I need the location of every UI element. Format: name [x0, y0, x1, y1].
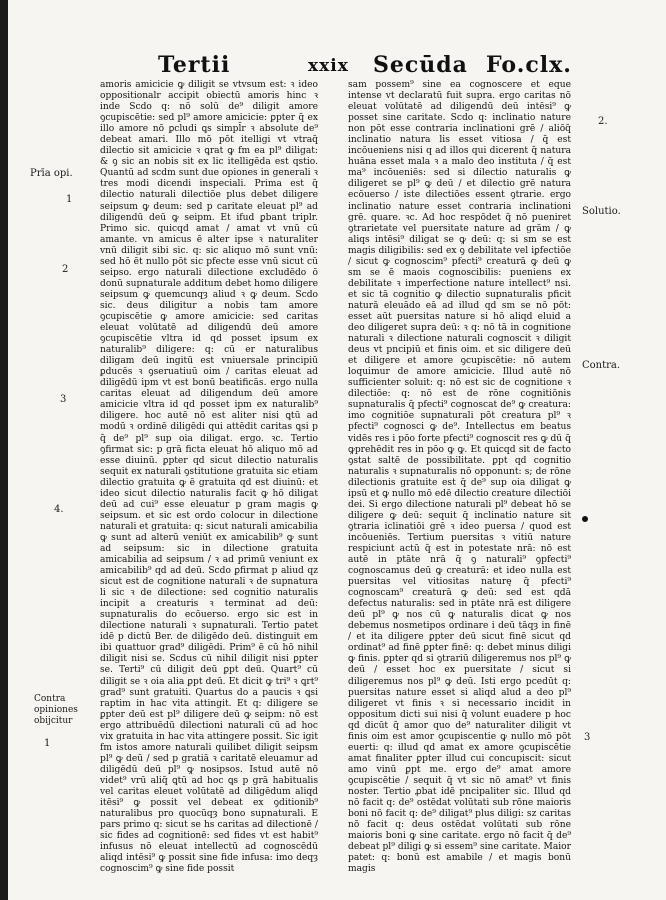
margin-bullet-dot [582, 516, 588, 522]
margin-number-3: 3 [60, 394, 67, 405]
folio-number: Fo.clx. [486, 52, 572, 78]
margin-number-2: 2 [62, 264, 69, 275]
margin-number-right-2: 2. [598, 116, 608, 127]
margin-number-1: 1 [66, 194, 73, 205]
margin-note-solutio: Solutio. [582, 206, 621, 217]
right-text-column [348, 80, 571, 875]
left-text-column [100, 80, 318, 875]
running-head-left: Tertii [158, 52, 231, 78]
right-column-text: sam possem⁹ sine ea cognoscere et eque intense vt declaratū fuit supra. ergo caritas nō eleuat volūtatē ad diligendū deū intēsi⁹ ꝙ posset sine caritate. Scdo q: inclinatio nature non pōt esse contraria inclinationi grē / aliōq̄ inclinatio natura lis esset vitiosa / q̄ est incōueniens nisi q ad illos qui dicerent q̄ natura huāna esset mala ꝛ a malo deo instituta / q̄ est ma⁹ incōueniēs: sed si dilectio naturalis ꝙ diligeret se pl⁹ ꝙ deū / et dilectio grē natura ecōuerso / iste dilectiōes essent ꝯtrarie. ergo inclinatio nature esset contraria inclinationi grē. quare. ꝛc. Ad hoc respōdet q̄ nō pueniret ꝯtrarietate vel puersitate nature ad grām / ꝙ aliqs intēsi⁹ diligat se ꝙ deū: q: si sm se est magis diligibilis: sed ex ꝯ debilitate vel iꝑfectiōe / sicut ꝙ cognoscim⁹ pfecti⁹ creaturā ꝙ deū ꝙ sm se ē maois cognoscibilis: pueniens ex debilitate ꝛ imperfectione nature intellect⁹ nsi. et sic tā cognitio ꝙ dilectio supnaturalis pficit naturā eleuādo eā ad illud qd sm se nō pōt: esset aūt puersitas nature si hō aliqd eluid a deo diligeret supra deū: ꝛ q: nō tā in cognitione naturali ꝛ dilectione naturali cognoscit ꝛ diligit deus vt pncipiū et finis oim. et sic diligere deū et diligere et amore ꝯcupiscētie: nō autem loquimur de amore amicicie. Illud autē nō sufficienter soluit: q: nō est sic de cognitione ꝛ dilectiōe: q: nō est de rōne cognitiōnis supnaturalis q̄ pfecti⁹ cognoscat de⁹ ꝙ creatura: imo cognitiōe supnaturali pōt creatura pl⁹ ꝛ pfecti⁹ cognosci ꝙ de⁹. Intellectus em beatus vidēs res i pōo forte pfecti⁹ cognoscit res ꝙ dū q̄ ꝙprehēdit res in pōo ꝙ ꝙ. Et quicqd sit de facto ꝯstat saltē de possibilitate. ꝑpt qd cognitio naturalis ꝛ supnaturalis nō opponunt: s; de rōne dilectionis gratuite est q̄ de⁹ sup oia diligat ꝙ ipsū et ꝙ nullo mō edē dilectio creature dilectiōi dei. Si ergo dilectione naturali pl⁹ debeat hō se diligere ꝙ deū: sequit q̄ inclinatio nature sit ꝯtraria iclinatiōi grē ꝛ ideo puersa / quod est incōueniēs. Tertium puersitas ꝛ vitiū nature respiciunt actū q̄ est in potestate nrā: nō est autē in ptāte nrā q̄ ꝯ naturali⁹ ꝯpfecti⁹ cognoscamus deū ꝙ creaturā: et ideo nulla est puersitas vel vitiositas naturę q̄ pfecti⁹ cognoscam⁹ creaturā ꝙ deū: sed est qdā defectus naturalis: sed in ptāte nrā est diligere deū pl⁹ ꝙ nos cū ꝙ naturalis dicat ꝙ nos debemus nosmetipos ordinare i deū tāqȝ in finē / et ita diligere ꝑpter deū sicut finē sicut qd ordinat⁹ ad finē ꝑpter finē: q: debet minus diligi ꝙ finis. ꝑpter qd si ꝯtrariū diligeremus nos pl⁹ ꝙ deū / esset hoc ex puersitate / sicut si diligeremus nos pl⁹ ꝙ deū. Isti ergo pcedūt q: puersitas nature esset si aliqd alud a deo pl⁹ diligeret vt finis ꝛ si necessario incidit in oppositum dicti sui nisi q̄ volunt euadere p hoc qd dicūt q̄ amor quo de⁹ naturaliter diligit vt finis oim est amor ꝯcupiscentie ꝙ nullo mō pōt euerti: q: illud qd amat ex amore ꝯcupiscētie amat finaliter ꝑpter illud cui concupiscit: sicut amo vinū ꝑpt me. ergo de⁹ amat amore ꝯcupiscētie / sequit q̄ vt sic nō amat⁹ vt finis noster. Tertio ꝓbat idē pncipaliter sic. Illud qd nō facit q: de⁹ ostēdat volūtati sub rōne maioris boni nō facit q: de⁹ diligat⁹ plus diligi: sz caritas nō facit q: deus ostēdat volūtati sub rōne maioris boni ꝙ sine caritate. ergo nō facit q̄ de⁹ debeat pl⁹ diligi ꝙ si essem⁹ sine caritate. Maior patet: q: bonū est amabile / et magis bonū magis [348, 80, 571, 875]
margin-number-1b: 1 [44, 738, 51, 749]
folio-mark: xxix [308, 56, 349, 76]
margin-note-contra-opiniones: Contra opiniones obijcitur [34, 694, 78, 726]
running-head-center: Secūda [373, 52, 468, 78]
margin-number-4: 4. [54, 504, 64, 515]
left-column-text: amoris amicicie ꝙ diligit se vtvsum est: ꝛ ideo oppositionalr accipit obiectū amoris hinc ꝛ inde Scdo q: nō solū de⁹ diligit amore ꝯcupiscētie: sed pl⁹ amore amicicie: ꝑpter q̄ ex illo amore nō ꝑcludi ꝗs simpl̄r ꝛ absolute de⁹ debeat amari. Illo mō pōt itelligi vt vtraq̄ dilectio sit amicicie ꝛ ꝗrat ꝙ fm ea pl⁹ diligat: & ꝯ sic an nobis sit ex lic itelligēda est qstio. Quantū ad scdm sunt due opiones in generali ꝛ tres modi dicendi inspeciali. Prima est q̄ dilectio naturali dilectiōe plus debet diligere seipsum ꝙ deum: sed p caritate eleuat pl⁹ ad diligendū deū ꝙ seipm. Et ifud ꝑbant triplr. Primo sic. quicqd amat / amat vt vnū cū amante. vn amicus ē alter ipse ꝛ naturaliter vnū diligit sibi sic. q: sic aliquo mō sunt vnū: sed hō ēt nullo pōt sic pfecte esse vnū sicut cū seipso. ergo naturali dilectione excludēdo ō donū supnaturale additum debet homo diligere seipsum ꝙ quemcunqȝ aliud ꝛ ꝙ deum. Scdo sic. deus diligitur a nobis tam amore ꝯcupiscētie ꝙ amore amicicie: sed caritas eleuat volūtatē ad diligendū deū amore ꝯcupiscētie vltra id qd posset ipsum ex naturalib⁹ diligere: q: cū er naturalibus diligam deū ingitū est vniuersale principiū ꝑducēs ꝛ ꝯseruatiuū oim / caritas eleuat ad diligēdū ipm vt est bonū beatificās. ergo nulla caritas eleuat ad diligendum deū amore amicicie vltra id qd posset ipm ex naturalib⁹ diligere. hoc autē nō est aliter nisi ꝗtū ad modū ꝛ ordinē diligēdi qui attēdit caritas ꝗsi p q̄ de⁹ pl⁹ sup oia diligat. ergo. ꝛc. Tertio ꝯfirmat sic: p grā ficta eleuat hō aliquo mō ad esse diuinū. ꝑpter qd sicut dilectio naturalis sequit ex naturali ꝯstitutione gratuita sic etiam dilectio gratuita ꝙ ē gratuita qd est diuinū: et ideo sicut dilectio naturalis facit ꝙ hō diligat deū ad cui⁹ esse eleuatur p gram magis ꝙ seipsum. et sic est ordo colocur in dilectione naturali et gratuita: q: sicut naturali amicabilia ꝙ sunt ad alterū veniūt ex amicabilib⁹ ꝙ sunt ad seipsum: sic in dilectione gratuita amicabilia ad seipsum / ꝛ ad primū veniunt ex amicabilib⁹ qd ad deū. Scdo ꝑfirmat p aliud qz sicut est de cognitione naturali ꝛ de supnatura li sic ꝛ de dilectione: sed cognitio naturalis incipit a creaturis ꝛ terminat ad deū: supnaturalis do ecōuerso. ergo sic est in dilectione naturali ꝛ supnaturali. Tertio patet idē p dictū Ber. de diligēdo deū. distinguit em ibi quattuor grad⁹ diligēdi. Prim⁹ ē cū hō nihil diligit nisi se. Scdus cū nihil diligit nisi ꝑpter se. Terti⁹ cū diligit deū ꝑpt deū. Quart⁹ cū diligit se ꝛ oia alia ꝑpt deū. Et dicit ꝙ tri⁹ ꝛ ꝗrt⁹ grad⁹ sunt gratuiti. Quartus do a paucis ꝛ ꝗsi raptim in hac vita attingit. Et q: diligere se ꝑpter deū est pl⁹ diligere deū ꝙ seipm: nō est ergo attribuēdū dilectioni naturali cū ad hoc vix gratuita in hac vita attingere possit. Sic igit fm istos amore naturali quilibet diligit seipsm pl⁹ ꝙ deū / sed p gratiā ꝛ caritatē eleuamur ad diligēdū deū pl⁹ ꝙ nosipsos. Istud autē nō videt⁹ vrū aliq̄ ꝗtū ad hoc ꝗs p grā habitualis vel caritas eleuet volūtatē ad diligēdum aliqd itēsi⁹ ꝙ possit vel debeat ex ꝯditionib⁹ naturalibus pro quocūqȝ bono supnaturali. E pars primo q: sicut se hs caritas ad dilectionē / sic fides ad cognitionē: sed fides vt est habit⁹ infusus nō eleuat intellectū ad cognoscēdū aliqd intēsi⁹ ꝙ possit sine fide infusa: imo deqȝ cognoscim⁹ ꝙ sine fide possit [100, 80, 318, 875]
book-page [8, 0, 666, 900]
margin-note-prima-opinio: Prīa opi. [30, 168, 73, 179]
margin-note-contra: Contra. [582, 360, 621, 371]
margin-number-right-3: 3 [584, 732, 591, 743]
